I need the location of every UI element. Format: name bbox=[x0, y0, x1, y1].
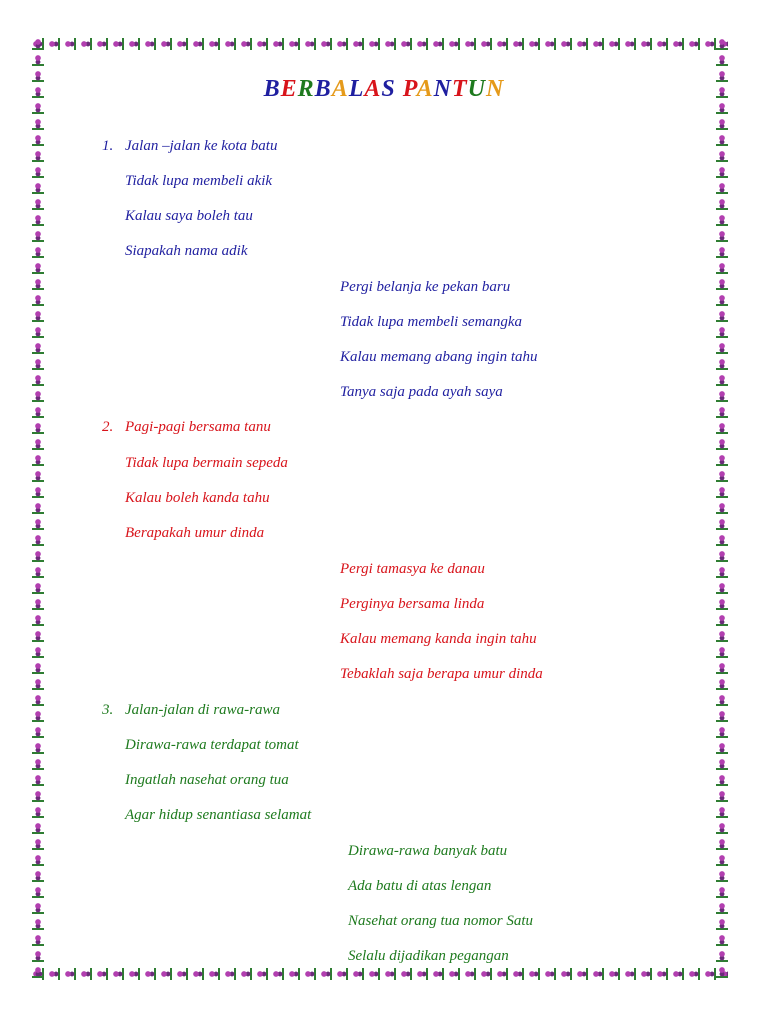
title-letter: T bbox=[452, 76, 468, 102]
pantun-3-question-line: Agar hidup senantiasa selamat bbox=[125, 807, 312, 823]
pantun-1-answer-line: Pergi belanja ke pekan baru bbox=[340, 279, 511, 295]
flower-border-right bbox=[716, 38, 728, 980]
title-letter: A bbox=[364, 76, 382, 102]
pantun-2-answer-line: Kalau memang kanda ingin tahu bbox=[340, 631, 537, 647]
pantun-2-answer-line: Tebaklah saja berapa umur dinda bbox=[340, 666, 543, 682]
pantun-3-answer-line: Nasehat orang tua nomor Satu bbox=[348, 913, 534, 929]
pantun-1-number: 1. bbox=[102, 138, 114, 154]
pantun-1-question-line: Tidak lupa membeli akik bbox=[125, 173, 273, 189]
title-letter: N bbox=[486, 76, 505, 102]
pantun-3-answer-line: Selalu dijadikan pegangan bbox=[348, 948, 509, 964]
pantun-1-question-line: Siapakah nama adik bbox=[125, 243, 248, 259]
pantun-3-answer-line: Ada batu di atas lengan bbox=[348, 878, 492, 894]
pantun-3-answer-line: Dirawa-rawa banyak batu bbox=[348, 843, 508, 859]
pantun-2-number: 2. bbox=[102, 419, 114, 435]
title-letter: P bbox=[402, 76, 417, 102]
title-letter: R bbox=[297, 76, 315, 102]
title-letter: U bbox=[467, 76, 487, 102]
title-letter: S bbox=[381, 76, 396, 102]
title-letter: A bbox=[331, 76, 349, 102]
pantun-3-question-line: Ingatlah nasehat orang tua bbox=[125, 772, 289, 788]
pantun-2-question-line: Berapakah umur dinda bbox=[125, 525, 265, 541]
flower-border-bottom bbox=[32, 968, 728, 980]
pantun-1-answer-line: Tanya saja pada ayah saya bbox=[340, 384, 503, 400]
title-letter: E bbox=[280, 76, 298, 102]
pantun-3-question-line: Jalan-jalan di rawa-rawa bbox=[125, 702, 281, 718]
pantun-2-answer-line: Perginya bersama linda bbox=[340, 596, 485, 612]
pantun-2-question-line: Tidak lupa bermain sepeda bbox=[125, 455, 288, 471]
flower-border-top bbox=[32, 38, 728, 50]
title-letter: B bbox=[263, 76, 281, 102]
pantun-2-question-line: Kalau boleh kanda tahu bbox=[125, 490, 270, 506]
pantun-1-question-line: Jalan –jalan ke kota batu bbox=[125, 138, 278, 154]
title-letter: B bbox=[314, 76, 332, 102]
pantun-1-answer-line: Kalau memang abang ingin tahu bbox=[340, 349, 538, 365]
title-letter bbox=[396, 76, 403, 102]
pantun-2-answer-line: Pergi tamasya ke danau bbox=[340, 561, 485, 577]
flower-border-left bbox=[32, 38, 44, 980]
pantun-3-number: 3. bbox=[102, 702, 114, 718]
pantun-2-question-line: Pagi-pagi bersama tanu bbox=[125, 419, 271, 435]
title-letter: L bbox=[348, 76, 365, 102]
pantun-1-question-line: Kalau saya boleh tau bbox=[125, 208, 253, 224]
pantun-1-answer-line: Tidak lupa membeli semangka bbox=[340, 314, 523, 330]
pantun-3-question-line: Dirawa-rawa terdapat tomat bbox=[125, 737, 299, 753]
page-title bbox=[0, 76, 768, 103]
title-letter: A bbox=[416, 76, 434, 102]
title-letter: N bbox=[433, 76, 452, 102]
